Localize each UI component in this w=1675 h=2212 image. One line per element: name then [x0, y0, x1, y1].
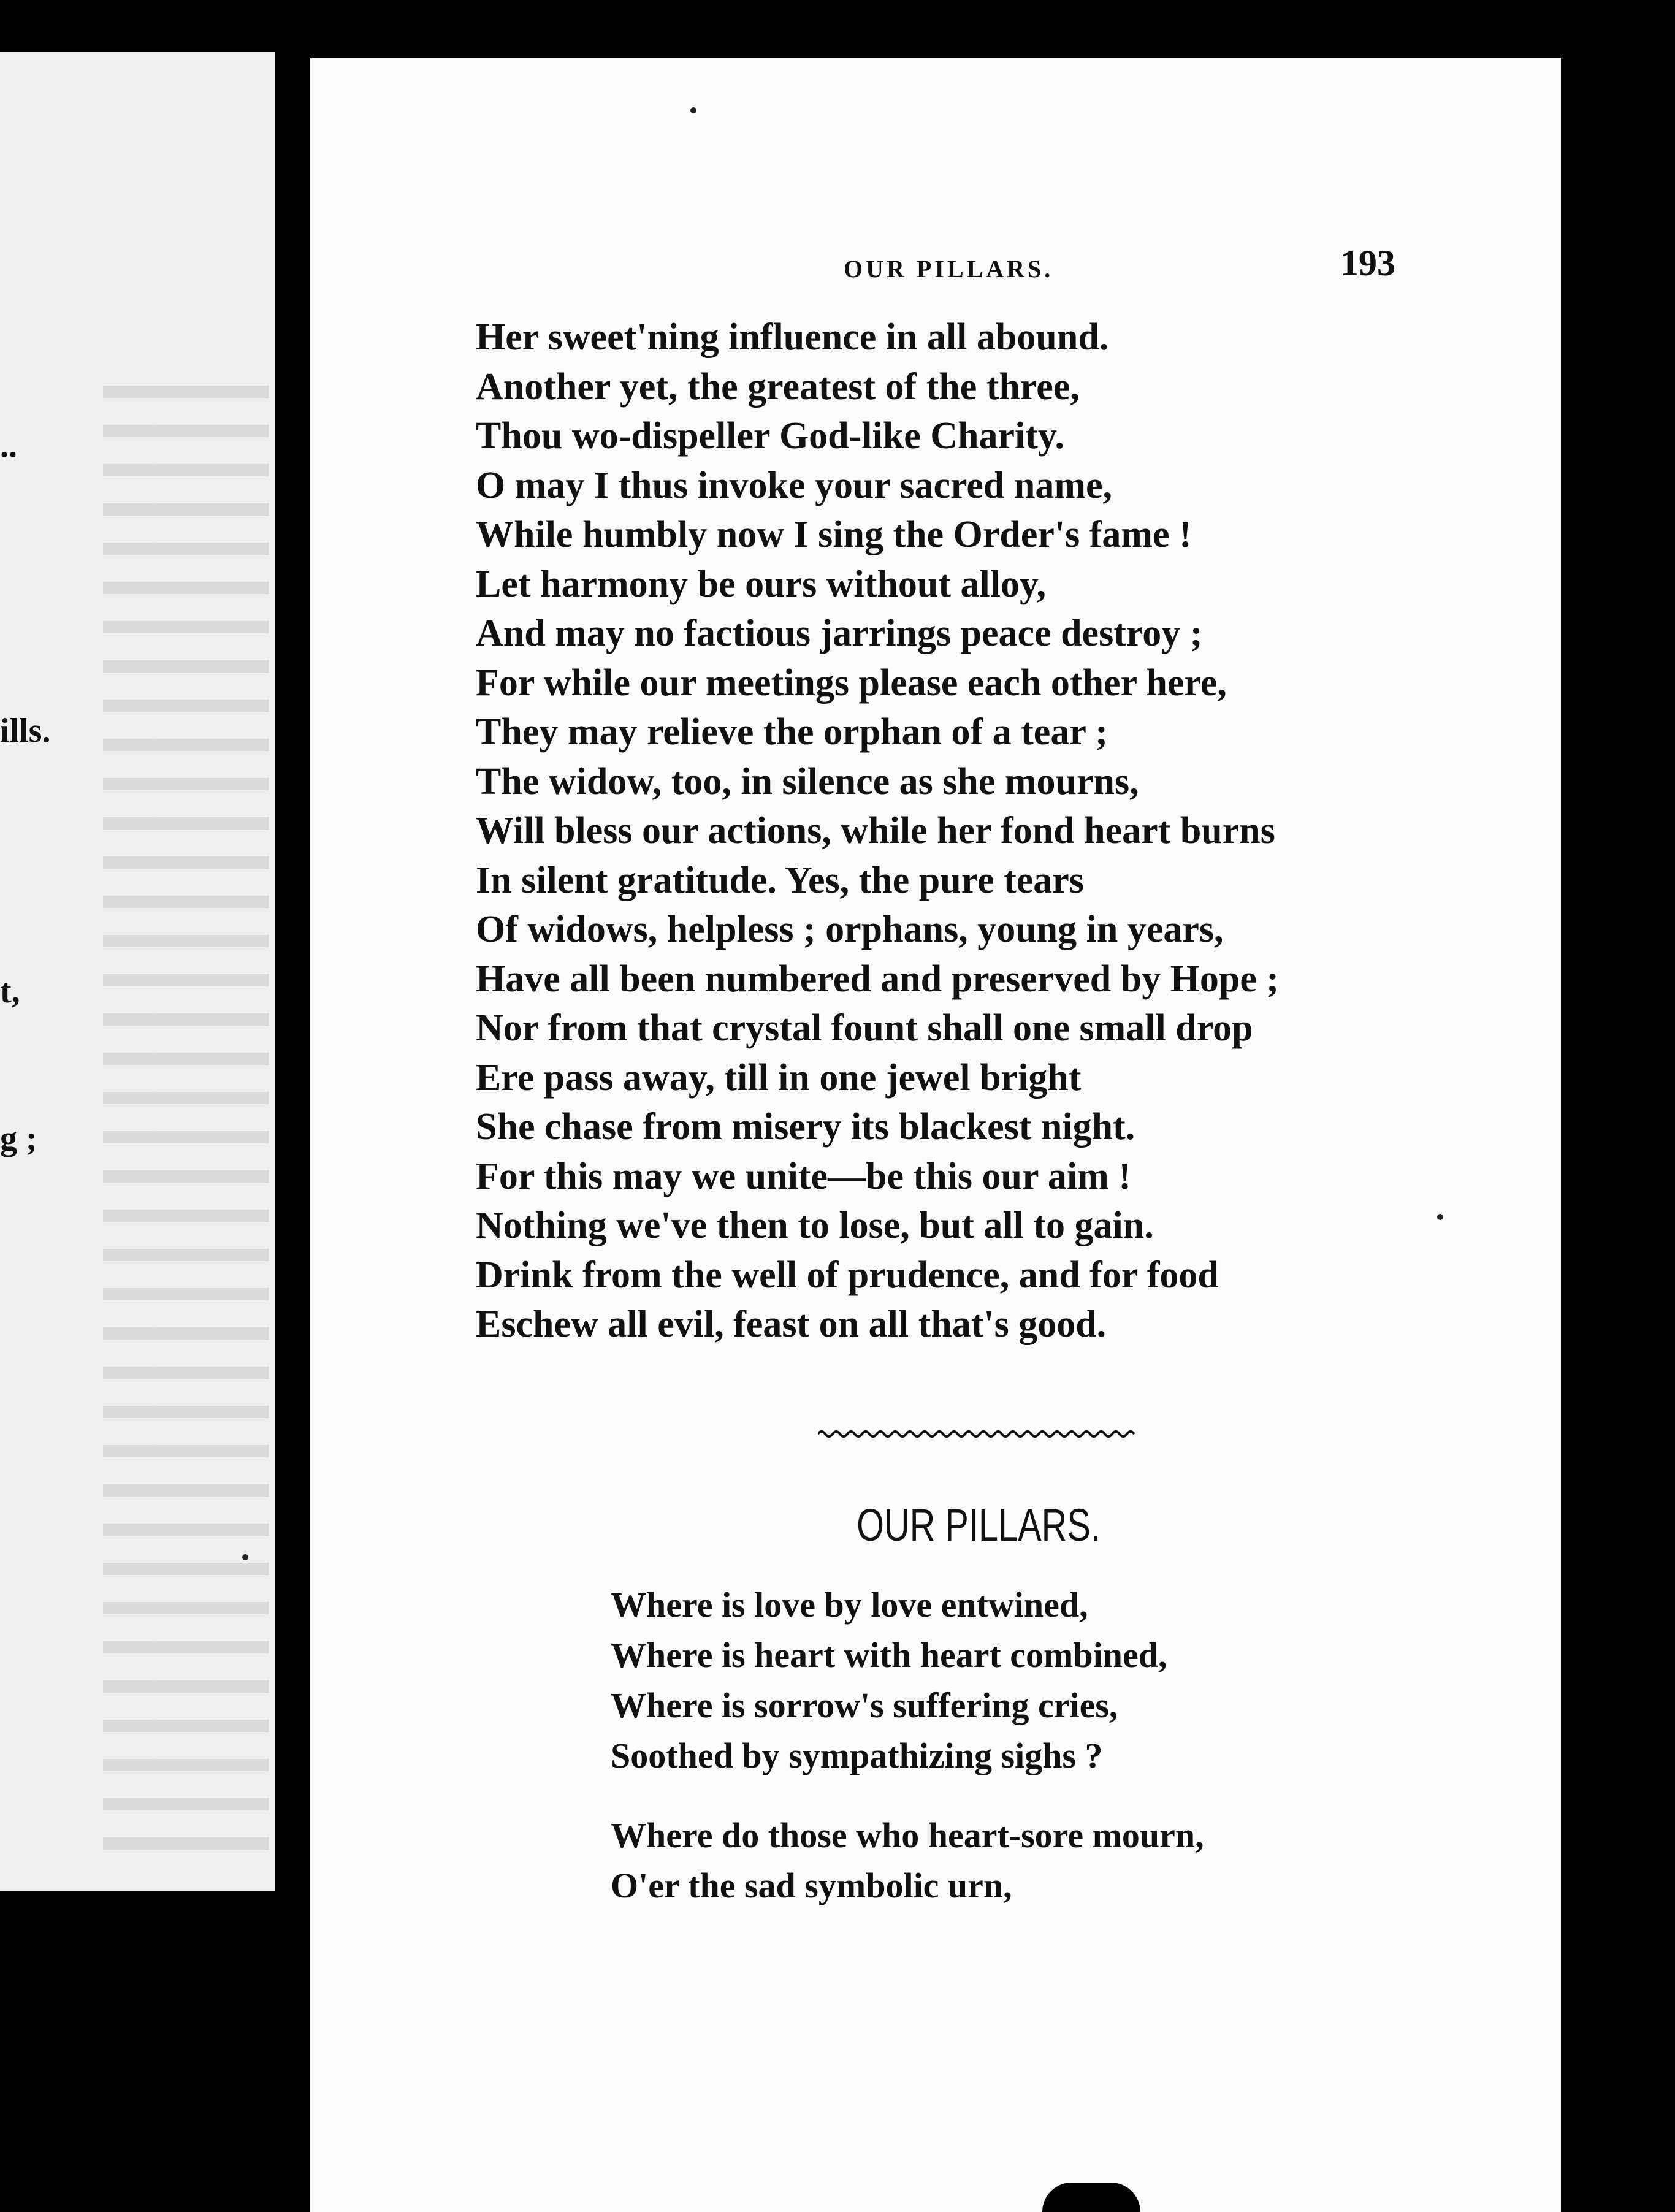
speck: [1437, 1214, 1443, 1220]
book-gutter: [283, 46, 310, 2100]
scan-shadow: [1042, 2183, 1140, 2212]
stanza-2: [611, 1810, 1204, 1911]
stanza-line: Soothed by sympathizing sighs ?: [611, 1736, 1103, 1775]
wavy-divider: [818, 1425, 1140, 1443]
verse-line: They may relieve the orphan of a tear ;: [476, 711, 1108, 753]
verse-line: Let harmony be ours without alloy,: [476, 563, 1047, 605]
verse-line: Have all been numbered and preserved by Hope ;: [476, 958, 1280, 1000]
verse-line: Of widows, helpless ; orphans, young in years,: [476, 909, 1224, 950]
verse-line: For this may we unite—be this our aim !: [476, 1155, 1131, 1197]
verse-line: Nothing we've then to lose, but all to gain.: [476, 1205, 1154, 1246]
left-facing-page: [0, 52, 275, 1891]
stanza-1: [611, 1580, 1167, 1781]
speck: [242, 1554, 248, 1560]
left-edge-fragment: g ;: [0, 1119, 37, 1157]
verse-line: While humbly now I sing the Order's fame !: [476, 514, 1192, 555]
verse-line: O may I thus invoke your sacred name,: [476, 464, 1113, 506]
verse-line: And may no factious jarrings peace destroy ;: [476, 612, 1203, 654]
stanza-line: O'er the sad symbolic urn,: [611, 1866, 1012, 1905]
bleed-through-text: [103, 359, 269, 1861]
verse-line: She chase from misery its blackest night.: [476, 1106, 1135, 1148]
stanza-line: Where is love by love entwined,: [611, 1585, 1088, 1625]
speck: [690, 107, 696, 113]
verse-line: Nor from that crystal fount shall one small drop: [476, 1007, 1253, 1049]
left-edge-fragment: t,: [0, 972, 20, 1010]
left-edge-fragment: ..: [0, 427, 17, 465]
verse-line: Drink from the well of prudence, and for food: [476, 1254, 1219, 1296]
verse-line: Another yet, the greatest of the three,: [476, 365, 1080, 408]
verse-line: In silent gratitude. Yes, the pure tears: [476, 859, 1084, 901]
left-edge-fragment: ills.: [0, 712, 51, 750]
poem-title: OUR PILLARS.: [857, 1500, 1101, 1550]
stanza-line: Where is sorrow's suffering cries,: [611, 1685, 1118, 1725]
book-page: [310, 58, 1561, 2212]
verse-line: Her sweet'ning influence in all abound.: [476, 316, 1109, 358]
verse-line: Thou wo-dispeller God-like Charity.: [476, 415, 1064, 457]
stanza-line: Where is heart with heart combined,: [611, 1635, 1167, 1675]
verse-line: Ere pass away, till in one jewel bright: [476, 1056, 1082, 1099]
stanza-line: Where do those who heart-sore mourn,: [611, 1815, 1204, 1855]
running-head: OUR PILLARS.: [844, 255, 1054, 283]
verse-block: [476, 313, 1279, 1349]
verse-line: The widow, too, in silence as she mourns,: [476, 760, 1139, 803]
verse-line: For while our meetings please each other here,: [476, 662, 1227, 704]
verse-line: Eschew all evil, feast on all that's good.: [476, 1303, 1107, 1345]
page-number: 193: [1340, 243, 1395, 283]
verse-line: Will bless our actions, while her fond heart burns: [476, 810, 1275, 852]
